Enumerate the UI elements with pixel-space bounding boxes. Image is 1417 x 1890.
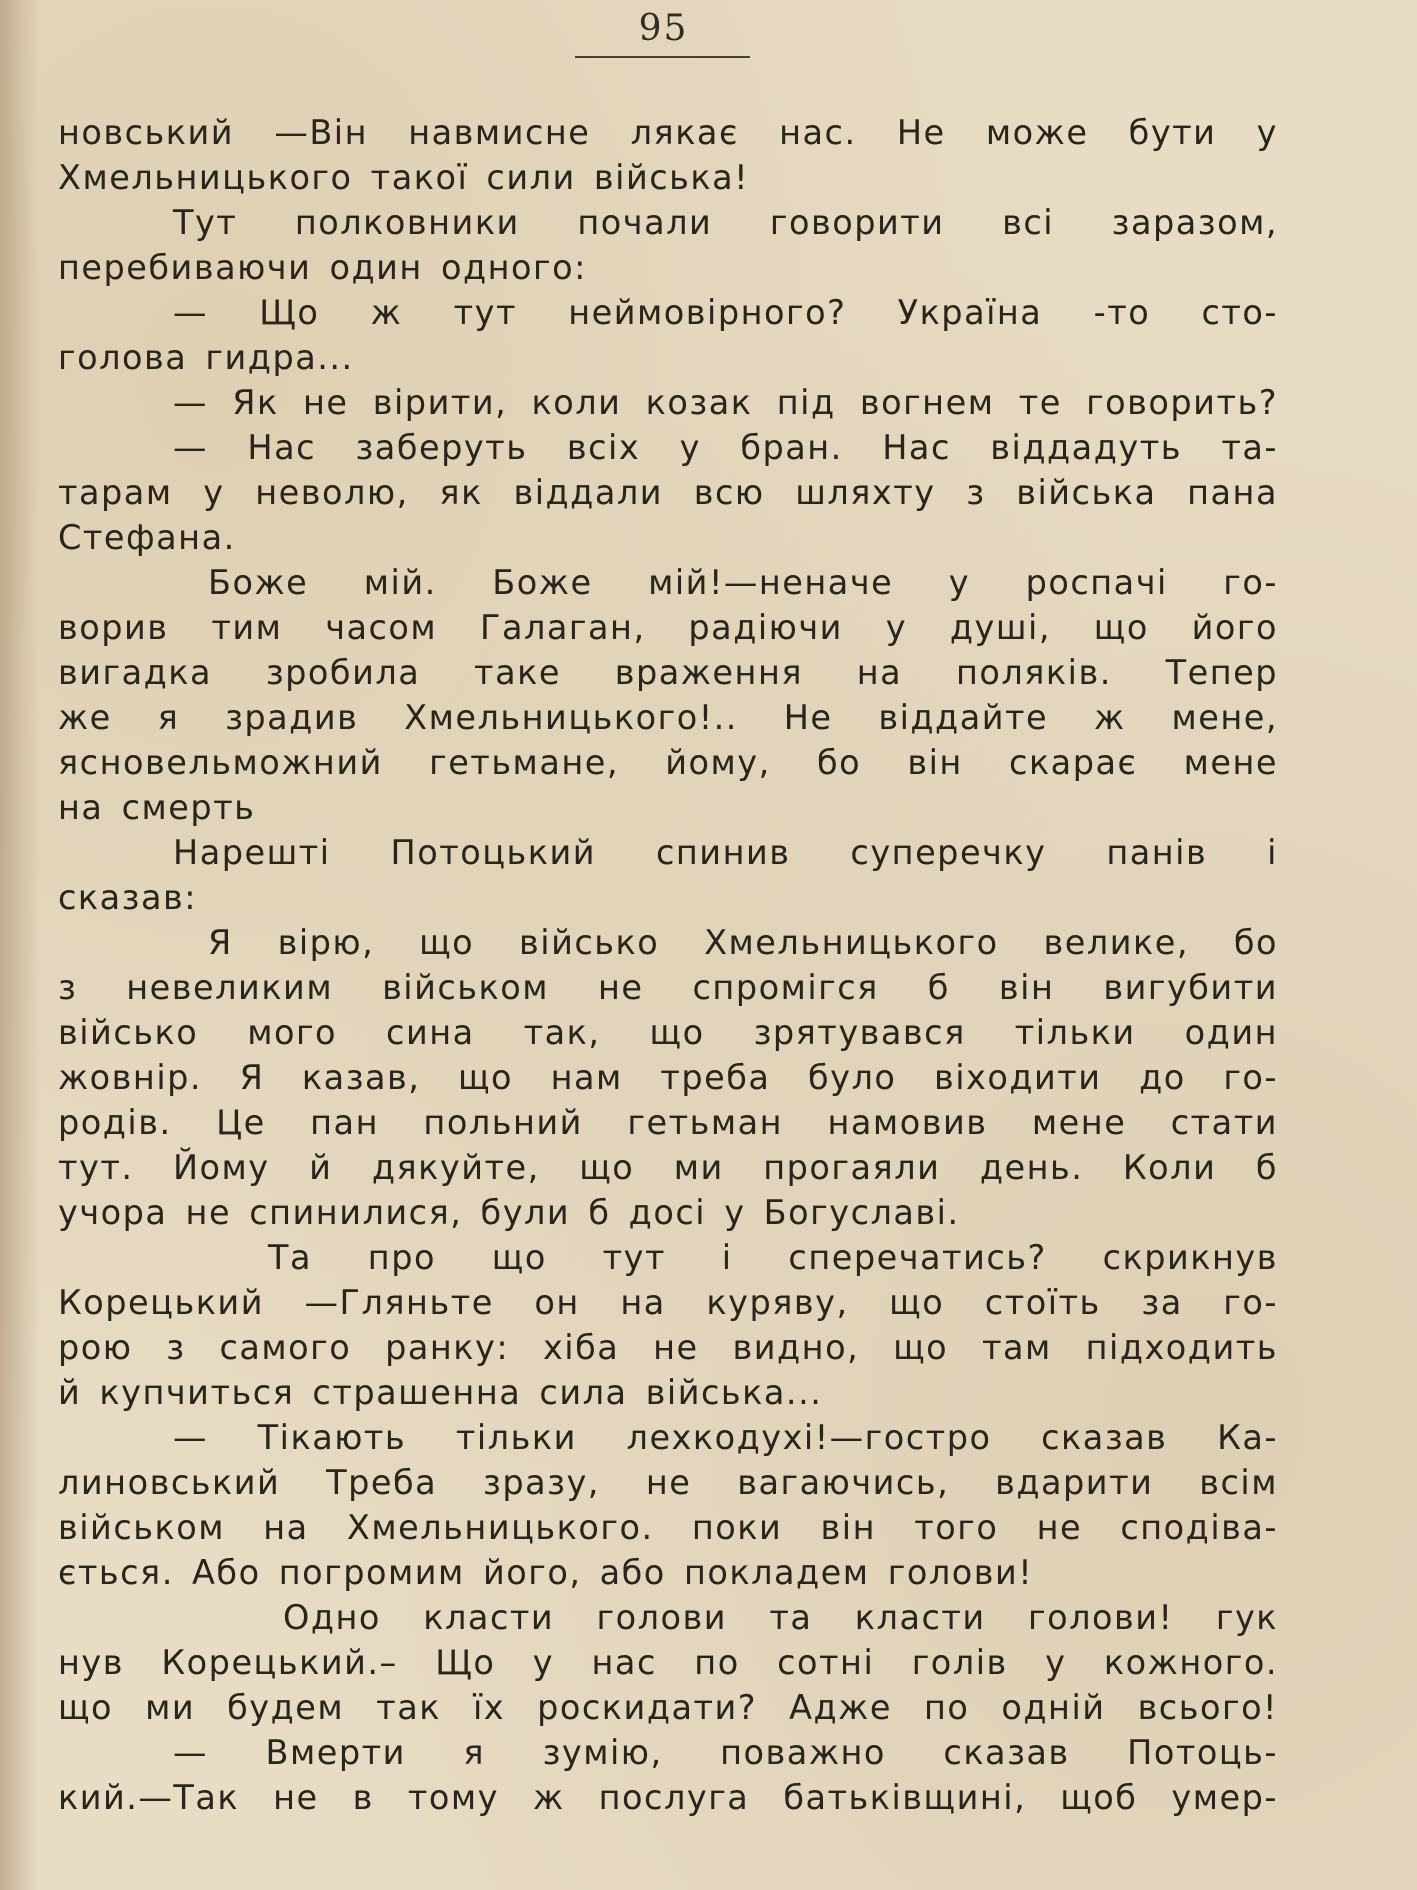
page-number: 95 bbox=[638, 8, 689, 49]
text-line: голова гидра... bbox=[58, 338, 354, 377]
text-line: Я вірю, що військо Хмельницького велике, бо bbox=[208, 923, 1278, 962]
text-line: Стефана. bbox=[58, 518, 236, 557]
text-line: нув Корецький.– Що у нас по сотні голів у кожного. bbox=[58, 1643, 1278, 1682]
text-line: новський —Він навмисне лякає нас. Не може бути у bbox=[58, 113, 1278, 152]
text-line: ворив тим часом Галаган, радіючи у душі, що його bbox=[58, 608, 1278, 647]
text-line: Хмельницького такої сили війська! bbox=[58, 158, 750, 197]
text-line: родів. Це пан польний гетьман намовив мене стати bbox=[58, 1103, 1278, 1142]
text-line: — Нас заберуть всіх у бран. Нас віддадуть та- bbox=[173, 428, 1278, 467]
text-line: — Що ж тут неймовірного? Україна -то сто- bbox=[173, 293, 1278, 332]
text-line: Тут полковники почали говорити всі заразом, bbox=[173, 203, 1278, 242]
text-line: й купчиться страшенна сила війська... bbox=[58, 1373, 823, 1412]
text-line: линовський Треба зразу, не вагаючись, вдарити всім bbox=[58, 1463, 1278, 1502]
text-line: Одно класти голови та класти голови! гук bbox=[283, 1598, 1278, 1637]
text-line: військо мого сина так, що зрятувався тільки один bbox=[58, 1013, 1278, 1052]
text-line: учора не спинилися, були б досі у Богуславі. bbox=[58, 1193, 960, 1232]
text-line: на смерть bbox=[58, 788, 256, 827]
text-line: що ми будем так їх роскидати? Адже по одній всього! bbox=[58, 1688, 1278, 1727]
text-line: — Вмерти я зумію, поважно сказав Потоць- bbox=[173, 1733, 1278, 1772]
text-line: перебиваючи один одного: bbox=[58, 248, 587, 287]
text-line: з невеликим військом не спромігся б він вигубити bbox=[58, 968, 1278, 1007]
text-line: Корецький —Гляньте он на куряву, що стоїть за го- bbox=[58, 1283, 1278, 1322]
text-line: рою з самого ранку: хіба не видно, що там підходить bbox=[58, 1328, 1278, 1367]
text-line: жовнір. Я казав, що нам треба було віходити до го- bbox=[58, 1058, 1278, 1097]
body-text bbox=[58, 110, 1278, 1820]
text-line: тарам у неволю, як віддали всю шляхту з війська пана bbox=[58, 473, 1278, 512]
text-line: же я зрадив Хмельницького!.. Не віддайте ж мене, bbox=[58, 698, 1278, 737]
text-line: військом на Хмельницького. поки він того не сподіва- bbox=[58, 1508, 1278, 1547]
text-line: кий.—Так не в тому ж послуга батьківщині, щоб умер- bbox=[58, 1778, 1278, 1817]
text-line: вигадка зробила таке враження на поляків. Тепер bbox=[58, 653, 1278, 692]
header-rule bbox=[575, 56, 750, 58]
text-line: Та про що тут і сперечатись? скрикнув bbox=[268, 1238, 1278, 1277]
text-line: — Як не вірити, коли козак під вогнем те говорить? bbox=[173, 383, 1278, 422]
text-line: ясновельможний гетьмане, йому, бо він скарає мене bbox=[58, 743, 1278, 782]
text-line: Боже мій. Боже мій!—неначе у роспачі го- bbox=[208, 563, 1278, 602]
text-line: Нарешті Потоцький спинив суперечку панів і bbox=[173, 833, 1278, 872]
text-line: — Тікають тільки лехкодухі!—гостро сказав Ка- bbox=[173, 1418, 1278, 1457]
text-line: сказав: bbox=[58, 878, 198, 917]
text-line: тут. Йому й дякуйте, що ми прогаяли день. Коли б bbox=[58, 1148, 1278, 1187]
text-line: ється. Або погромим його, або покладем голови! bbox=[58, 1553, 1034, 1592]
